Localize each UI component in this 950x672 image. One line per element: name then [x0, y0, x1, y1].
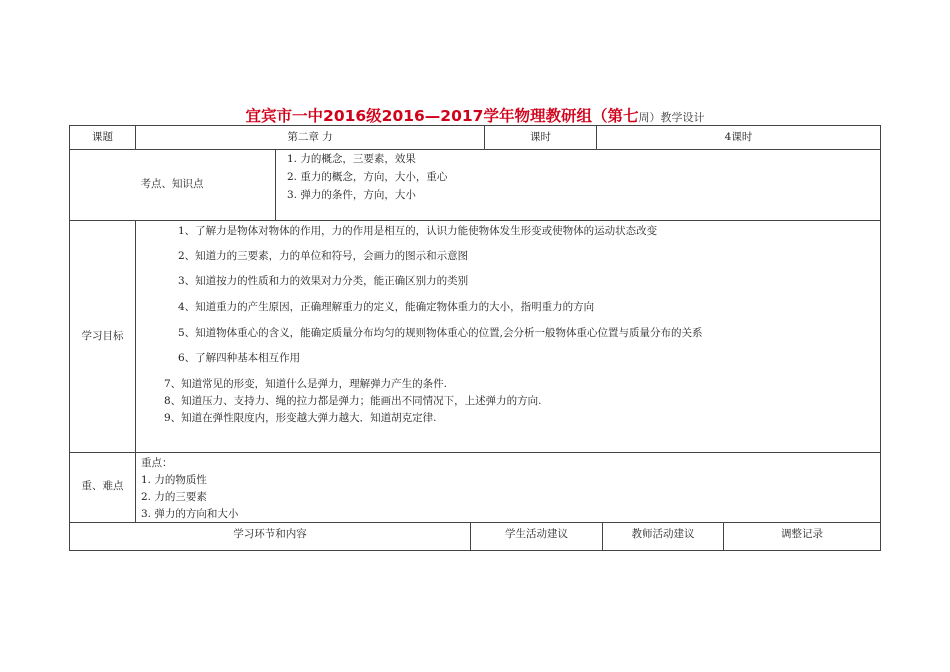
- goal-item: 2、知道力的三要素，力的单位和符号，会画力的图示和示意图: [178, 250, 469, 262]
- row-divider-2: [69, 220, 881, 221]
- header-col-content: 学习环节和内容: [233, 528, 307, 540]
- points-label: 考点、知识点: [140, 178, 204, 190]
- title-main: 宜宾市一中2016级2016—2017学年物理教研组（第七: [245, 107, 639, 125]
- topic-label: 课题: [92, 131, 113, 143]
- goal-item: 6、了解四种基本相互作用: [178, 352, 301, 364]
- col-divider-points: [275, 149, 276, 221]
- key-item: 3. 弹力的方向和大小: [141, 508, 239, 520]
- points-item: 1. 力的概念，三要素，效果: [287, 153, 416, 165]
- row-divider-3: [69, 452, 881, 453]
- goal-item: 3、知道按力的性质和力的效果对力分类，能正确区别力的类别: [178, 275, 469, 287]
- hours-value: 4课时: [724, 131, 753, 143]
- goal-item: 9、知道在弹性限度内，形变越大弹力越大．知道胡克定律.: [164, 412, 437, 424]
- table-border-top: [69, 125, 881, 126]
- row-divider-1: [69, 149, 881, 150]
- header-col-teacher: 教师活动建议: [631, 528, 695, 540]
- points-item: 3. 弹力的条件，方向，大小: [287, 189, 416, 201]
- goals-label: 学习目标: [81, 330, 124, 342]
- key-item: 1. 力的物质性: [141, 474, 207, 486]
- goal-item: 4、知道重力的产生原因，正确理解重力的定义，能确定物体重力的大小，指明重力的方向: [178, 301, 595, 313]
- table-border-bottom: [69, 550, 881, 551]
- table-border-right: [880, 125, 881, 551]
- header-col-student: 学生活动建议: [505, 528, 568, 540]
- title-suffix: 周）教学设计: [638, 111, 705, 124]
- goal-item: 8、知道压力、支持力、绳的拉力都是弹力；能画出不同情况下，上述弹力的方向.: [164, 395, 542, 407]
- key-label: 重、难点: [81, 480, 124, 492]
- points-item: 2. 重力的概念，方向，大小，重心: [287, 171, 448, 183]
- hours-label: 课时: [530, 131, 551, 143]
- key-item: 2. 力的三要素: [141, 491, 207, 503]
- topic-value: 第二章 力: [287, 131, 333, 143]
- goal-item: 7、知道常见的形变，知道什么是弹力，理解弹力产生的条件.: [164, 378, 448, 390]
- goal-item: 1、了解力是物体对物体的作用，力的作用是相互的，认识力能使物体发生形变或使物体的运动状态改变: [178, 225, 658, 237]
- row-divider-4: [69, 522, 881, 523]
- header-col-record: 调整记录: [781, 528, 823, 540]
- goal-item: 5、知道物体重心的含义，能确定质量分布均匀的规则物体重心的位置,会分析一般物体重心位置与质量分布的关系: [178, 327, 703, 339]
- key-heading: 重点：: [141, 457, 173, 469]
